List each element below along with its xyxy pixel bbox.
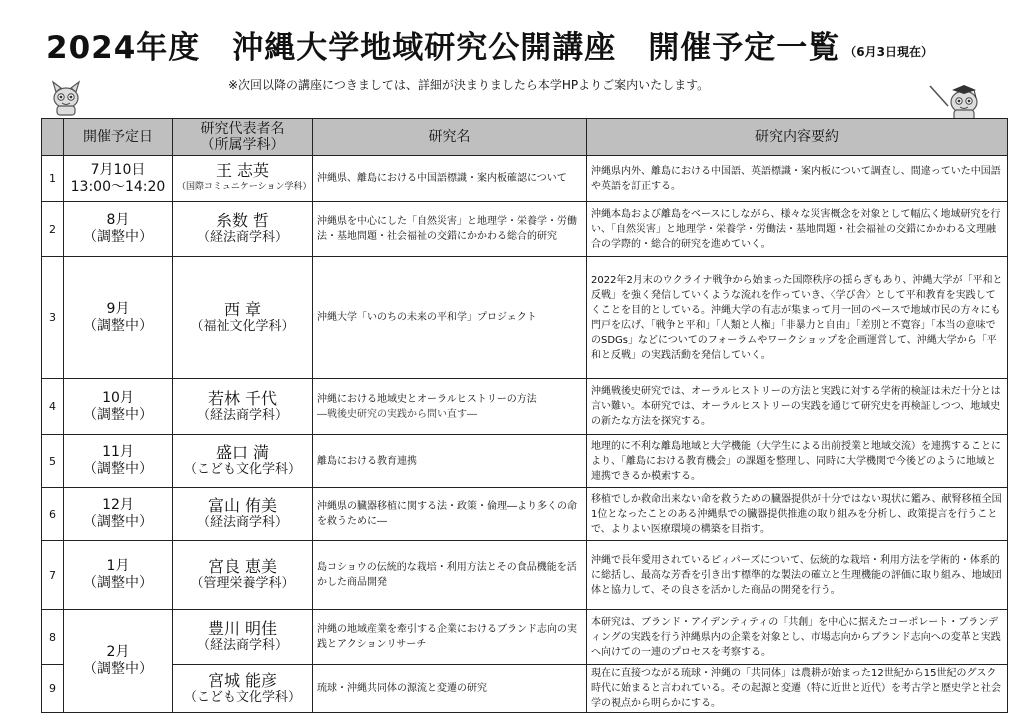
table-row bbox=[42, 610, 1008, 665]
research-title: 沖縄における地域史とオーラルヒストリーの方法 ―戦後史研究の実践から問い直す― bbox=[313, 379, 587, 435]
row-number: 2 bbox=[42, 202, 64, 257]
mascot-professor-icon bbox=[928, 80, 984, 122]
research-title: 島コショウの伝統的な栽培・利用方法とその食品機能を活かした商品開発 bbox=[313, 541, 587, 610]
research-summary: 2022年2月末のウクライナ戦争から始まった国際秩序の揺らぎもあり、沖縄大学が「平和と反戦」を強く発信していくような流れを作っていき、〈学び舎〉として平和教育を実践してくことを目的としている。沖縄大学の有志が集まって月一回のペースで地域市民の方々にも門戸を広げ、「戦争と平和」「人類と人権」「非暴力と自由」「差別と不寛容」「本当の意味でのSDGs」などについてのフォーラムやワークショップを企画運営して、沖縄大学から「平和と反戦」の実践活動を発信していく。 bbox=[587, 257, 1008, 379]
representative bbox=[173, 610, 313, 665]
research-summary: 地理的に不利な離島地域と大学機能（大学生による出前授業と地域交流）を連携することにより、「離島における教育機会」の課題を整理し、同時に大学機関で今後どのように地域と連携できるか模索する。 bbox=[587, 435, 1008, 488]
research-summary: 現在に直接つながる琉球・沖縄の「共同体」は農耕が始まった12世紀から15世紀のグスク時代に始まると言われている。その起源と変遷（特に近世と近代）を考古学と歴史学と社会学の視点から明らかにする。 bbox=[587, 665, 1008, 713]
research-summary: 移植でしか救命出来ない命を救うための臓器提供が十分ではない現状に鑑み、献腎移植全国1位となったことのある沖縄県での臓器提供推進の取り組みを分析し、政策提言を行うことで、よりよい医療環境の構築を目指す。 bbox=[587, 488, 1008, 541]
research-title: 離島における教育連携 bbox=[313, 435, 587, 488]
column-header-research: 研究名 bbox=[313, 119, 587, 156]
representative-dept: （経法商学科） bbox=[196, 515, 288, 530]
lecture-date: 11月 （調整中） bbox=[64, 435, 173, 488]
row-number: 6 bbox=[42, 488, 64, 541]
research-title: 沖縄県、離島における中国語標識・案内板確認について bbox=[313, 156, 587, 202]
row-number: 7 bbox=[42, 541, 64, 610]
research-title: 沖縄県を中心にした「自然災害」と地理学・栄養学・労働法・基地問題・社会福祉の交錯にかかわる総合的研究 bbox=[313, 202, 587, 257]
lecture-schedule-table bbox=[41, 118, 1008, 713]
representative bbox=[173, 257, 313, 379]
column-header-representative: 研究代表者名 （所属学科） bbox=[173, 119, 313, 156]
representative bbox=[173, 435, 313, 488]
research-summary: 沖縄戦後史研究では、オーラルヒストリーの方法と実践に対する学術的検証は未だ十分とは言い難い。本研究では、オーラルヒストリーの実践を通じて研究史を再検証しつつ、地域史の新たな方法を探究する。 bbox=[587, 379, 1008, 435]
column-header-date: 開催予定日 bbox=[64, 119, 173, 156]
table-row bbox=[42, 435, 1008, 488]
representative-name: 王 志英 bbox=[215, 160, 270, 180]
representative-dept: （経法商学科） bbox=[196, 638, 288, 653]
row-number: 3 bbox=[42, 257, 64, 379]
research-summary: 沖縄県内外、離島における中国語、英語標識・案内板について調査し、間違っていた中国語や英語を訂正する。 bbox=[587, 156, 1008, 202]
research-summary: 沖縄で長年愛用されているピィパーズについて、伝統的な栽培・利用方法を学術的・体系的に総括し、最高な芳香を引き出す標準的な製法の確立と生理機能の評価に取り組み、地域団体と協力して、その良さを活かした商品の開発を行う。 bbox=[587, 541, 1008, 610]
representative bbox=[173, 665, 313, 713]
research-title: 琉球・沖縄共同体の源流と変遷の研究 bbox=[313, 665, 587, 713]
lecture-date: 9月 （調整中） bbox=[64, 257, 173, 379]
representative-name: 豊川 明佳 bbox=[207, 619, 278, 638]
row-number: 1 bbox=[42, 156, 64, 202]
column-header-num bbox=[42, 119, 64, 156]
mascot-left-icon bbox=[46, 78, 86, 118]
representative-name: 盛口 満 bbox=[215, 443, 270, 462]
research-summary: 本研究は、ブランド・アイデンティティの「共創」を中心に据えたコーポレート・ブランディングの実践を行う沖縄県内の企業を対象とし、市場志向からブランド志向への変革と実践へ向けての一連のプロセスを考察する。 bbox=[587, 610, 1008, 665]
representative-name: 糸数 哲 bbox=[215, 211, 270, 230]
table-row bbox=[42, 665, 1008, 713]
representative bbox=[173, 156, 313, 202]
research-title: 沖縄県の臓器移植に関する法・政策・倫理―より多くの命を救うために― bbox=[313, 488, 587, 541]
table-row bbox=[42, 379, 1008, 435]
representative-name: 若林 千代 bbox=[207, 388, 278, 408]
representative-dept: （こども文化学科） bbox=[183, 689, 301, 705]
representative bbox=[173, 202, 313, 257]
lecture-date: 10月 （調整中） bbox=[64, 379, 173, 435]
research-title: 沖縄の地域産業を牽引する企業におけるブランド志向の実践とアクションリサーチ bbox=[313, 610, 587, 665]
notice-text: ※次回以降の講座につきましては、詳細が決まりましたら本学HPよりご案内いたします。 bbox=[228, 78, 710, 92]
representative-name: 西 章 bbox=[223, 299, 262, 319]
row-number: 5 bbox=[42, 435, 64, 488]
table-row bbox=[42, 257, 1008, 379]
lecture-date: 1月 （調整中） bbox=[64, 541, 173, 610]
table-row bbox=[42, 541, 1008, 610]
as-of-date: （6月3日現在） bbox=[844, 45, 933, 59]
representative-dept: （こども文化学科） bbox=[183, 462, 301, 477]
representative-name: 富山 侑美 bbox=[207, 496, 278, 515]
representative bbox=[173, 379, 313, 435]
representative-dept: （経法商学科） bbox=[196, 230, 288, 245]
representative-dept: （管理栄養学科） bbox=[190, 576, 295, 591]
representative-dept: （福祉文化学科） bbox=[190, 318, 295, 334]
representative-dept: （経法商学科） bbox=[196, 407, 288, 423]
table-row bbox=[42, 488, 1008, 541]
row-number: 8 bbox=[42, 610, 64, 665]
lecture-date: 8月 （調整中） bbox=[64, 202, 173, 257]
lecture-date: 2月 （調整中） bbox=[64, 610, 173, 713]
representative-dept: （国際コミュニケーション学科） bbox=[177, 181, 312, 192]
row-number: 4 bbox=[42, 379, 64, 435]
lecture-date: 12月 （調整中） bbox=[64, 488, 173, 541]
page-title: 2024年度 沖縄大学地域研究公開講座 開催予定一覧 bbox=[46, 30, 841, 66]
column-header-summary: 研究内容要約 bbox=[587, 119, 1008, 156]
research-title: 沖縄大学「いのちの未来の平和学」プロジェクト bbox=[313, 257, 587, 379]
representative-name: 宮城 能彦 bbox=[207, 670, 278, 690]
table-row bbox=[42, 156, 1008, 202]
representative bbox=[173, 488, 313, 541]
table-header-row bbox=[42, 119, 1008, 156]
representative bbox=[173, 541, 313, 610]
row-number: 9 bbox=[42, 665, 64, 713]
representative-name: 宮良 恵美 bbox=[207, 557, 278, 576]
page-header bbox=[46, 22, 1006, 68]
table-row bbox=[42, 202, 1008, 257]
research-summary: 沖縄本島および離島をベースにしながら、様々な災害概念を対象として幅広く地域研究を行い、「自然災害」と地理学・栄養学・労働法・基地問題・社会福祉の交錯にかかわる文理融合の学際的・総合的研究を進めていく。 bbox=[587, 202, 1008, 257]
lecture-date: 7月10日 13:00～14:20 bbox=[64, 156, 173, 202]
